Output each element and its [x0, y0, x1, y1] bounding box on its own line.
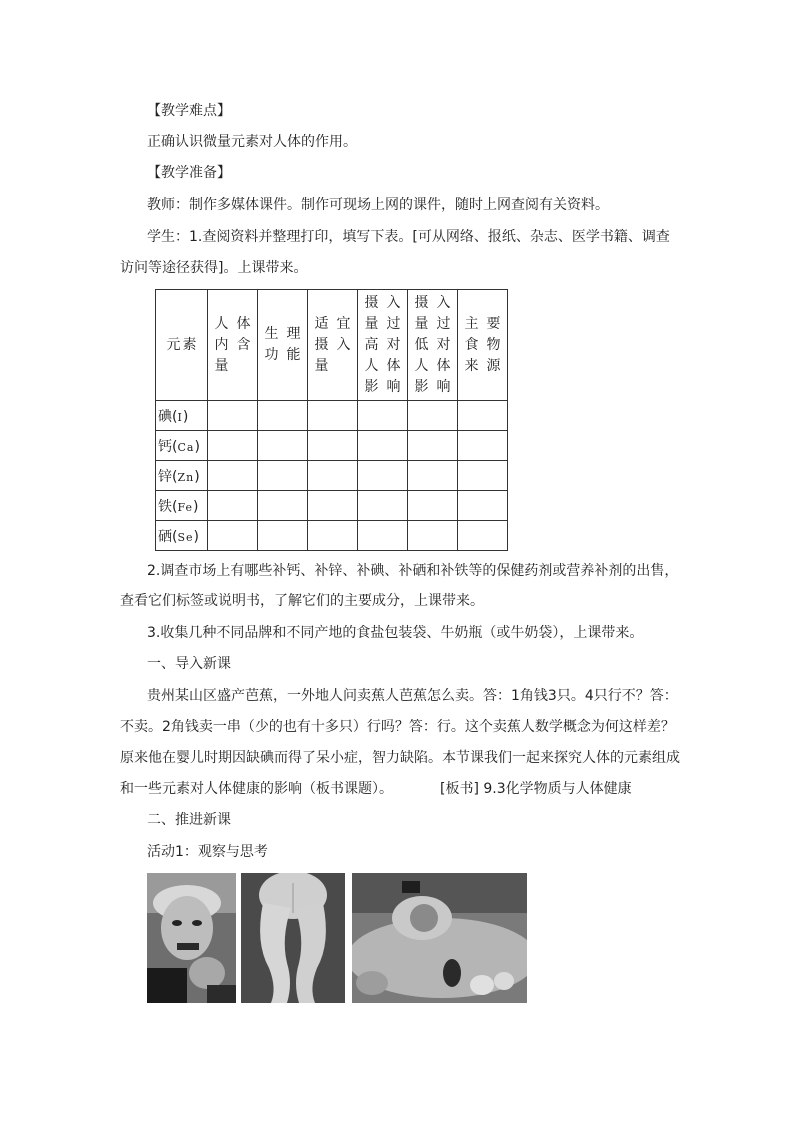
- table-header-text: 量 过: [364, 315, 401, 332]
- table-header-text: 高 对: [364, 336, 401, 353]
- table-cell: [408, 401, 458, 431]
- table-header-text: 元素: [166, 336, 197, 353]
- item2-line1: 2.调查市场上有哪些补钙、补锌、补碘、补硒和补铁等的保健药剂或营养补剂的出售，: [147, 563, 679, 579]
- table-header-cell: [408, 290, 458, 401]
- table-cell: [408, 431, 458, 461]
- table-header-text: 人 体: [214, 315, 251, 332]
- table-cell: [308, 431, 358, 461]
- table-cell: [358, 491, 408, 521]
- item3: 3.收集几种不同品牌和不同产地的食盐包装袋、牛奶瓶（或牛奶袋），上课带来。: [147, 625, 644, 641]
- table-cell: [458, 521, 508, 551]
- intro-line2: 不卖。2角钱卖一串（少的也有十多只）行吗？答：行。这个卖蕉人数学概念为何这样差？: [120, 719, 675, 735]
- advance-heading: 二、推进新课: [147, 812, 231, 828]
- table-cell: [208, 431, 258, 461]
- table-header-text: 人 体: [414, 357, 451, 374]
- intro-line4: 和一些元素对人体健康的影响（板书课题）。: [120, 781, 393, 797]
- intro-line3: 原来他在婴儿时期因缺碘而得了呆小症，智力缺陷。本节课我们一起来探究人体的元素组成: [120, 750, 680, 766]
- table-cell: [308, 401, 358, 431]
- table-header-text: 主 要: [464, 315, 501, 332]
- table-cell: [308, 521, 358, 551]
- table-cell: [308, 461, 358, 491]
- table-cell: [258, 431, 308, 461]
- table-header-text: 量 过: [414, 315, 451, 332]
- item2-line2: 查看它们标签或说明书，了解它们的主要成分，上课带来。: [120, 593, 484, 609]
- table-row: [156, 461, 508, 491]
- table-cell: [258, 491, 308, 521]
- table-cell: [458, 461, 508, 491]
- student-text-line2: 访问等途径获得]。上课带来。: [120, 260, 308, 276]
- table-cell: [358, 461, 408, 491]
- table-header-text: 量: [214, 357, 229, 374]
- element-name-cell: 碘(I): [156, 401, 208, 431]
- table-cell: [458, 431, 508, 461]
- element-name: 锌: [158, 468, 172, 485]
- element-name-cell: 钙(Ca): [156, 431, 208, 461]
- element-symbol: Se: [177, 530, 194, 544]
- table-cell: [358, 401, 408, 431]
- table-row: [156, 401, 508, 431]
- table-cell: [208, 461, 258, 491]
- table-cell: [458, 491, 508, 521]
- table-header-text: 低 对: [414, 336, 451, 353]
- table-header-cell: [358, 290, 408, 401]
- photo-legs: [241, 873, 345, 1003]
- photo-teeth: [352, 873, 527, 1003]
- table-cell: [208, 491, 258, 521]
- table-row: [156, 431, 508, 461]
- table-cell: [258, 461, 308, 491]
- table-cell: [408, 461, 458, 491]
- photo-person-face: [147, 873, 236, 1003]
- table-cell: [408, 491, 458, 521]
- table-header-text: 来源: [464, 357, 501, 374]
- intro-heading: 一、导入新课: [147, 656, 231, 672]
- element-table: [155, 289, 508, 551]
- table-cell: [308, 491, 358, 521]
- element-name-cell: 锌(Zn): [156, 461, 208, 491]
- table-cell: [258, 401, 308, 431]
- student-text-line1: 学生：1.查阅资料并整理打印，填写下表。[可从网络、报纸、杂志、医学书籍、调查: [147, 229, 670, 245]
- table-header-text: 生 理: [264, 326, 301, 342]
- table-header-text: 摄 入: [364, 294, 401, 311]
- table-body: [156, 401, 508, 551]
- element-name: 碘: [158, 408, 172, 425]
- element-symbol: I: [177, 410, 183, 424]
- element-name: 铁: [158, 498, 172, 515]
- table-header-row: [156, 290, 508, 401]
- table-cell: [358, 431, 408, 461]
- table-row: [156, 521, 508, 551]
- table-header-text: 摄 入: [314, 336, 351, 353]
- difficulty-heading: 【教学难点】: [147, 103, 231, 119]
- element-symbol: Zn: [177, 470, 195, 484]
- table-header-text: 适 宜: [314, 315, 351, 332]
- activity-title: 活动1：观察与思考: [147, 844, 268, 860]
- element-name-cell: 铁(Fe): [156, 491, 208, 521]
- table-header-cell: [208, 290, 258, 401]
- table-header-cell: [258, 290, 308, 401]
- table-header-cell: [458, 290, 508, 401]
- board-note: [板书] 9.3化学物质与人体健康: [440, 781, 632, 797]
- element-symbol: Ca: [177, 440, 195, 454]
- table-cell: [208, 521, 258, 551]
- table-cell: [258, 521, 308, 551]
- table-header-text: 食 物: [464, 336, 501, 353]
- table-header-text: 量: [314, 357, 329, 374]
- table-header-text: 功能: [264, 347, 301, 363]
- intro-line1: 贵州某山区盛产芭蕉，一外地人问卖蕉人芭蕉怎么卖。答：1角钱3只。4只行不？答：: [147, 688, 678, 704]
- preparation-heading: 【教学准备】: [147, 165, 231, 181]
- table-cell: [408, 521, 458, 551]
- table-row: [156, 491, 508, 521]
- table-cell: [358, 521, 408, 551]
- table-header-text: 影响: [414, 378, 451, 395]
- difficulty-text: 正确认识微量元素对人体的作用。: [147, 134, 357, 150]
- element-name: 钙: [158, 438, 172, 455]
- element-symbol: Fe: [177, 500, 194, 514]
- table-cell: [458, 401, 508, 431]
- table-header-text: 摄 入: [414, 294, 451, 311]
- table-header-text: 人 体: [364, 357, 401, 374]
- element-name: 硒: [158, 528, 172, 545]
- table-header-cell: [308, 290, 358, 401]
- table-header-cell: [156, 290, 208, 401]
- table-header-text: 影响: [364, 378, 401, 395]
- table-cell: [208, 401, 258, 431]
- teacher-text: 教师：制作多媒体课件。制作可现场上网的课件，随时上网查阅有关资料。: [147, 197, 609, 213]
- element-name-cell: 硒(Se): [156, 521, 208, 551]
- table-header-text: 内 含: [214, 336, 251, 353]
